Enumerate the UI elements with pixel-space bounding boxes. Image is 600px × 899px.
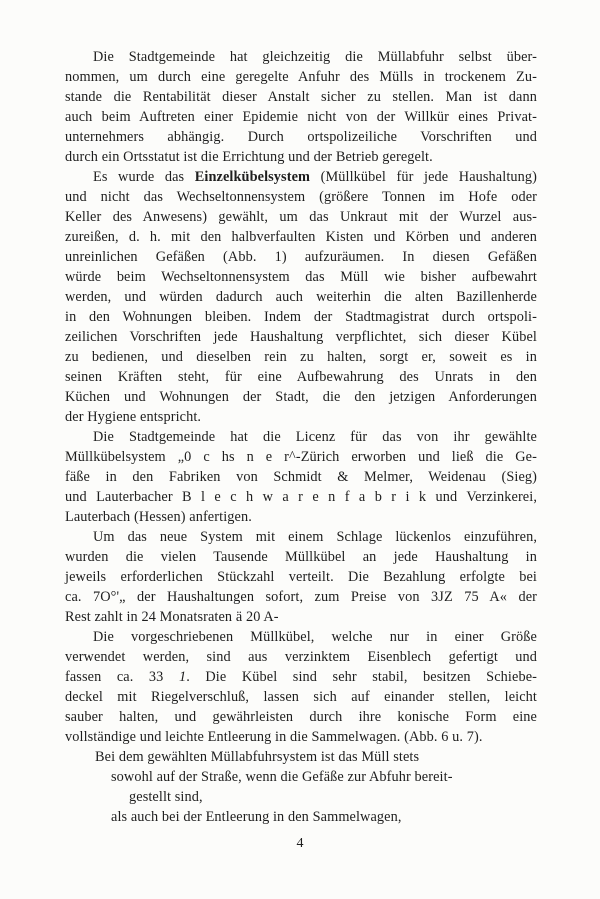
text-line: als auch bei der Entleerung in den Sammelwagen, (111, 809, 402, 825)
text-line: ca. 7O°'„ der Haushaltungen sofort, zum Preise von 3JZ 75 A« der (65, 589, 537, 605)
text-line (65, 667, 537, 687)
paragraph (65, 527, 537, 627)
text-line: nommen, um durch eine geregelte Anfuhr des Mülls in trockenem Zu- (65, 69, 537, 85)
text-line: gestellt sind, (129, 789, 203, 805)
text-line: sowohl auf der Straße, wenn die Gefäße zur Abfuhr bereit- (111, 769, 453, 785)
text-line: zureißen, d. h. mit den halbverfaulten Kisten und Körben und anderen (65, 229, 537, 245)
text-line: unreinlichen Gefäßen (Abb. 1) aufzuräumen. In diesen Gefäßen (65, 249, 537, 265)
text-line: zeilichen Vorschriften jede Haushaltung verpflichtet, sich dieser Kübel (65, 329, 537, 345)
paragraph (65, 47, 537, 167)
page-number: 4 (296, 836, 304, 851)
text-segment: . Die Kübel sind sehr stabil, besitzen Schiebe- (186, 669, 537, 685)
text-line: verwendet werden, sind aus verzinktem Eisenblech gefertigt und (65, 649, 537, 665)
text-line: der Hygiene entspricht. (65, 409, 202, 425)
text-line: Keller des Anwesens) gewählt, um das Unkraut mit der Wurzel aus- (65, 209, 537, 225)
paragraph (65, 747, 537, 827)
text-line: Die Stadtgemeinde hat die Licenz für das von ihr gewählte (93, 429, 537, 445)
text-line: stande die Rentabilität dieser Anstalt sicher zu stellen. Man ist dann (65, 89, 537, 105)
text-line: Um das neue System mit einem Schlage lückenlos einzuführen, (93, 529, 537, 545)
text-line: werden, und würden dadurch auch weiterhin die alten Bazillenherde (65, 289, 537, 305)
text-line: würde beim Wechseltonnensystem das Müll wie bisher aufbewahrt (65, 269, 537, 285)
text-line: fäße in den Fabriken von Schmidt & Melmer, Weidenau (Sieg) (65, 469, 537, 485)
text-line: Bei dem gewählten Müllabfuhrsystem ist das Müll stets (95, 749, 420, 765)
text-line: jeweils erforderlichen Stückzahl verteilt. Die Bezahlung erfolgte bei (65, 569, 537, 585)
text-line: Die vorgeschriebenen Müllkübel, welche nur in einer Größe (93, 629, 537, 645)
paragraph (65, 167, 537, 427)
bold-text: Einzelkübelsystem (194, 169, 311, 185)
text-line: Die Stadtgemeinde hat gleichzeitig die Müllabfuhr selbst über- (93, 49, 537, 65)
text-line: deckel mit Riegelverschluß, lassen sich auf einander stellen, leicht (65, 689, 537, 705)
page-text (65, 47, 537, 827)
text-line: auch beim Auftreten einer Epidemie nicht von der Willkür eines Privat- (65, 109, 537, 125)
text-line: Rest zahlt in 24 Monatsraten ä 20 A- (65, 609, 279, 625)
italic-text: 1 (178, 669, 187, 685)
text-line: durch ein Ortsstatut ist die Errichtung und der Betrieb geregelt. (65, 149, 433, 165)
text-line: Müllkübelsystem „0 c hs n e r^-Zürich erworben und ließ die Ge- (65, 449, 537, 465)
text-line: zu bedienen, und dieselben rein zu halten, sorgt er, soweit es in (65, 349, 537, 365)
text-line: Küchen und Wohnungen der Stadt, die den jetzigen Anforderungen (65, 389, 537, 405)
text-line: unternehmers abhängig. Durch ortspolizeiliche Vorschriften und (65, 129, 537, 145)
text-line (65, 167, 537, 187)
paragraph (65, 627, 537, 747)
text-line: und Lauterbacher B l e c h w a r e n f a b r i k und Verzinkerei, (65, 489, 537, 505)
text-line: und nicht das Wechseltonnensystem (größere Tonnen im Hofe oder (65, 189, 537, 205)
text-segment: (Müllkübel für jede Haushaltung) (310, 169, 537, 185)
text-line: Lauterbach (Hessen) anfertigen. (65, 509, 252, 525)
text-segment: fassen ca. 33 (65, 669, 179, 685)
text-line: seinen Kräften steht, für eine Aufbewahrung des Unrats in den (65, 369, 537, 385)
text-line: sauber halten, und gewährleisten durch ihre konische Form eine (65, 709, 537, 725)
text-line: vollständige und leichte Entleerung in die Sammelwagen. (Abb. 6 u. 7). (65, 729, 483, 745)
paragraph (65, 427, 537, 527)
text-line: wurden die vielen Tausende Müllkübel an jede Haushaltung in (65, 549, 537, 565)
text-segment: Es wurde das (93, 169, 195, 185)
text-line: in den Wohnungen bleiben. Indem der Stadtmagistrat durch ortspoli- (65, 309, 537, 325)
